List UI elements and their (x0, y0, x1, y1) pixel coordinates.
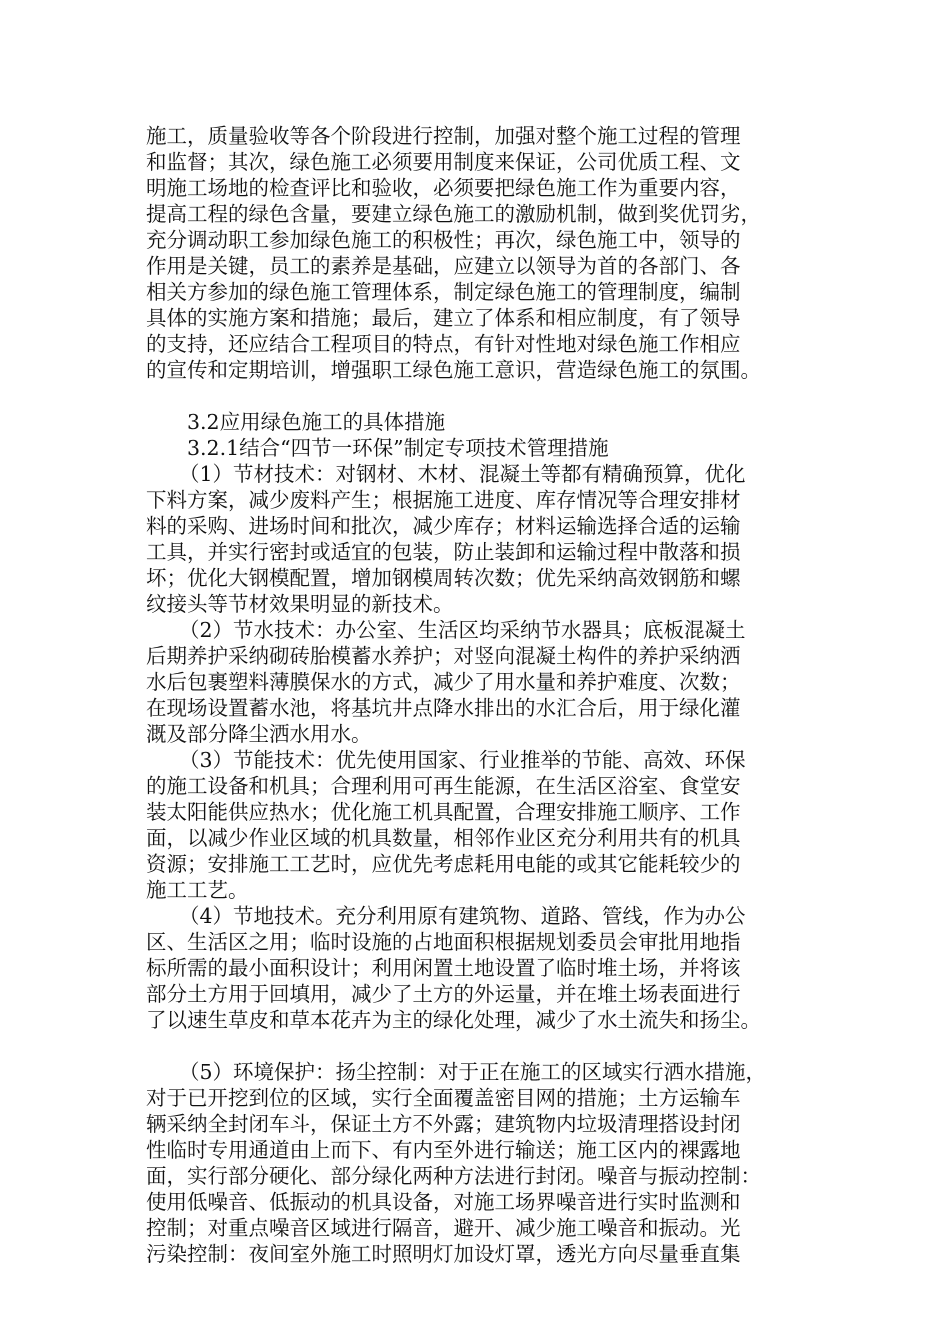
text-line: 面，以减少作业区域的机具数量，相邻作业区充分利用共有的机具 (146, 826, 741, 850)
item-2-water-saving (146, 617, 816, 747)
paragraph-intro (146, 123, 816, 383)
paragraph-gap (146, 383, 816, 409)
text-line: 水后包裹塑料薄膜保水的方式，减少了用水量和养护难度、次数； (146, 670, 741, 694)
text-line: （4）节地技术。充分利用原有建筑物、道路、管线，作为办公 (179, 904, 746, 928)
text-line: 使用低噪音、低振动的机具设备，对施工场界噪音进行实时监测和 (146, 1190, 741, 1214)
text-line: （3）节能技术：优先使用国家、行业推举的节能、高效、环保 (179, 748, 746, 772)
text-line: 区、生活区之用；临时设施的占地面积根据规划委员会审批用地指 (146, 930, 741, 954)
section-heading-3-2-1: 3.2.1结合“四节一环保”制定专项技术管理措施 (187, 436, 609, 460)
text-line: 的支持，还应结合工程项目的特点，有针对性地对绿色施工作相应 (146, 332, 741, 356)
text-line: 在现场设置蓄水池，将基坑井点降水排出的水汇合后，用于绿化灌 (146, 696, 741, 720)
text-line: （1）节材技术：对钢材、木材、混凝土等都有精确预算，优化 (179, 462, 746, 486)
text-line: 部分土方用于回填用，减少了土方的外运量，并在堆土场表面进行 (146, 982, 741, 1006)
text-line: 施工工艺。 (146, 878, 249, 902)
text-line: 充分调动职工参加绿色施工的积极性；再次，绿色施工中，领导的 (146, 228, 741, 252)
section-heading-3-2: 3.2应用绿色施工的具体措施 (187, 410, 446, 434)
text-line: 后期养护采纳砌砖胎模蓄水养护；对竖向混凝土构件的养护采纳洒 (146, 644, 741, 668)
text-line: 的施工设备和机具；合理利用可再生能源，在生活区浴室、食堂安 (146, 774, 741, 798)
text-line: 溉及部分降尘洒水用水。 (146, 722, 372, 746)
text-line: 工具，并实行密封或适宜的包装，防止装卸和运输过程中散落和损 (146, 540, 741, 564)
text-line: 装太阳能供应热水；优化施工机具配置，合理安排施工顺序、工作 (146, 800, 741, 824)
text-line: 性临时专用通道由上而下、有内至外进行输送；施工区内的裸露地 (146, 1138, 741, 1162)
text-line: 的宣传和定期培训，增强职工绿色施工意识，营造绿色施工的氛围。 (146, 358, 761, 382)
text-line: 对于已开挖到位的区域，实行全面覆盖密目网的措施；土方运输车 (146, 1086, 741, 1110)
text-line: 明施工场地的检查评比和验收，必须要把绿色施工作为重要内容， (146, 176, 741, 200)
text-line: 面，实行部分硬化、部分绿化两种方法进行封闭。噪音与振动控制： (146, 1164, 761, 1188)
text-line: 下料方案，减少废料产生；根据施工进度、库存情况等合理安排材 (146, 488, 741, 512)
paragraph-gap (146, 1033, 816, 1059)
text-line: 相关方参加的绿色施工管理体系，制定绿色施工的管理制度，编制 (146, 280, 741, 304)
text-line: 纹接头等节材效果明显的新技术。 (146, 592, 454, 616)
item-3-energy-saving (146, 747, 816, 903)
text-line: 坏；优化大钢模配置，增加钢模周转次数；优先采纳高效钢筋和螺 (146, 566, 741, 590)
text-line: 控制；对重点噪音区域进行隔音，避开、减少施工噪音和振动。光 (146, 1216, 741, 1240)
document-body (146, 123, 816, 1267)
text-line: 料的采购、进场时间和批次，减少库存；材料运输选择合适的运输 (146, 514, 741, 538)
text-line: 了以速生草皮和草本花卉为主的绿化处理，减少了水土流失和扬尘。 (146, 1008, 761, 1032)
text-line: （5）环境保护：扬尘控制：对于正在施工的区域实行洒水措施， (179, 1060, 767, 1084)
text-line: 资源；安排施工工艺时，应优先考虑耗用电能的或其它能耗较少的 (146, 852, 741, 876)
text-line: 污染控制：夜间室外施工时照明灯加设灯罩，透光方向尽量垂直集 (146, 1242, 741, 1266)
item-4-land-saving (146, 903, 816, 1033)
text-line: （2）节水技术：办公室、生活区均采纳节水器具；底板混凝土 (179, 618, 746, 642)
text-line: 具体的实施方案和措施；最后，建立了体系和相应制度，有了领导 (146, 306, 741, 330)
item-5-environmental-protection (146, 1059, 816, 1267)
text-line: 作用是关键，员工的素养是基础，应建立以领导为首的各部门、各 (146, 254, 741, 278)
text-line: 标所需的最小面积设计；利用闲置土地设置了临时堆土场，并将该 (146, 956, 741, 980)
text-line: 和监督；其次，绿色施工必须要用制度来保证，公司优质工程、文 (146, 150, 741, 174)
text-line: 提高工程的绿色含量，要建立绿色施工的激励机制，做到奖优罚劣， (146, 202, 761, 226)
item-1-material-saving (146, 461, 816, 617)
text-line: 施工，质量验收等各个阶段进行控制，加强对整个施工过程的管理 (146, 124, 741, 148)
text-line: 辆采纳全封闭车斗，保证土方不外露；建筑物内垃圾清理搭设封闭 (146, 1112, 741, 1136)
